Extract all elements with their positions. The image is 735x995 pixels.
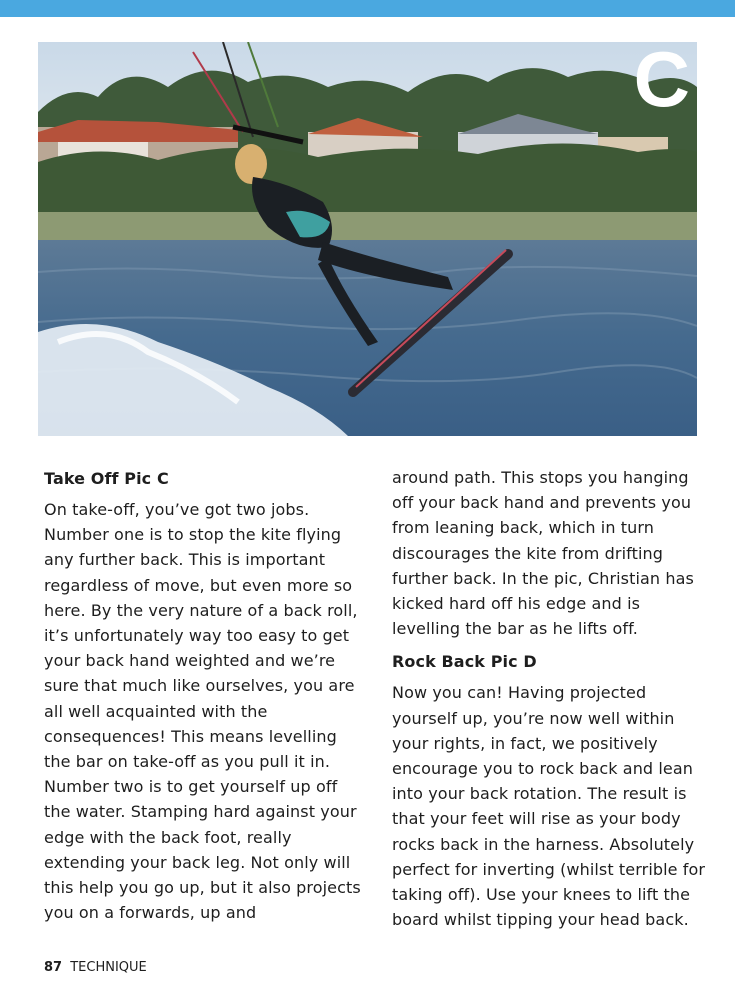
top-accent-bar: [0, 0, 735, 17]
kitesurfer-photo: [38, 42, 697, 436]
section-heading-rock-back: Rock Back Pic D: [392, 652, 537, 672]
picture-label: C: [633, 42, 689, 123]
body-text-rock-back: Now you can! Having projected yourself up, you’re now well within your rights, in fact, we positively encourage you to rock back and lean into your back rotation. The result is that your feet will rise as your body rocks back in the harness. Absolutely perfect for inverting (whilst terrible for taking off). Use your knees to lift the board whilst tipping your head back.: [392, 683, 706, 930]
right-column: [392, 465, 710, 940]
section-heading-take-off: Take Off Pic C: [44, 469, 169, 488]
page-number: 87: [44, 960, 63, 975]
body-text-continuation: around path. This stops you hanging off your back hand and prevents you from leaning back, which in turn discourages the kite from drifting further back. In the pic, Christian has kicked hard off his edge and is levelling the bar as he lifts off.: [392, 468, 694, 639]
left-column: [44, 466, 366, 933]
body-text-take-off: On take-off, you’ve got two jobs. Number one is to stop the kite flying any further back. This is important regardless of move, but even more so here. By the very nature of a back roll, it’s unfortunately way too easy to get your back hand weighted and we’re sure that much like ourselves, you are all well acquainted with the consequences! This means levelling the bar on take-off as you pull it in. Number two is to get yourself up off the water. Stamping hard against your edge with the back foot, really extending your back leg. Not only will this help you go up, but it also projects you on a forwards, up and: [44, 500, 361, 923]
section-name: TECHNIQUE: [70, 960, 147, 975]
page-footer: [44, 958, 147, 978]
